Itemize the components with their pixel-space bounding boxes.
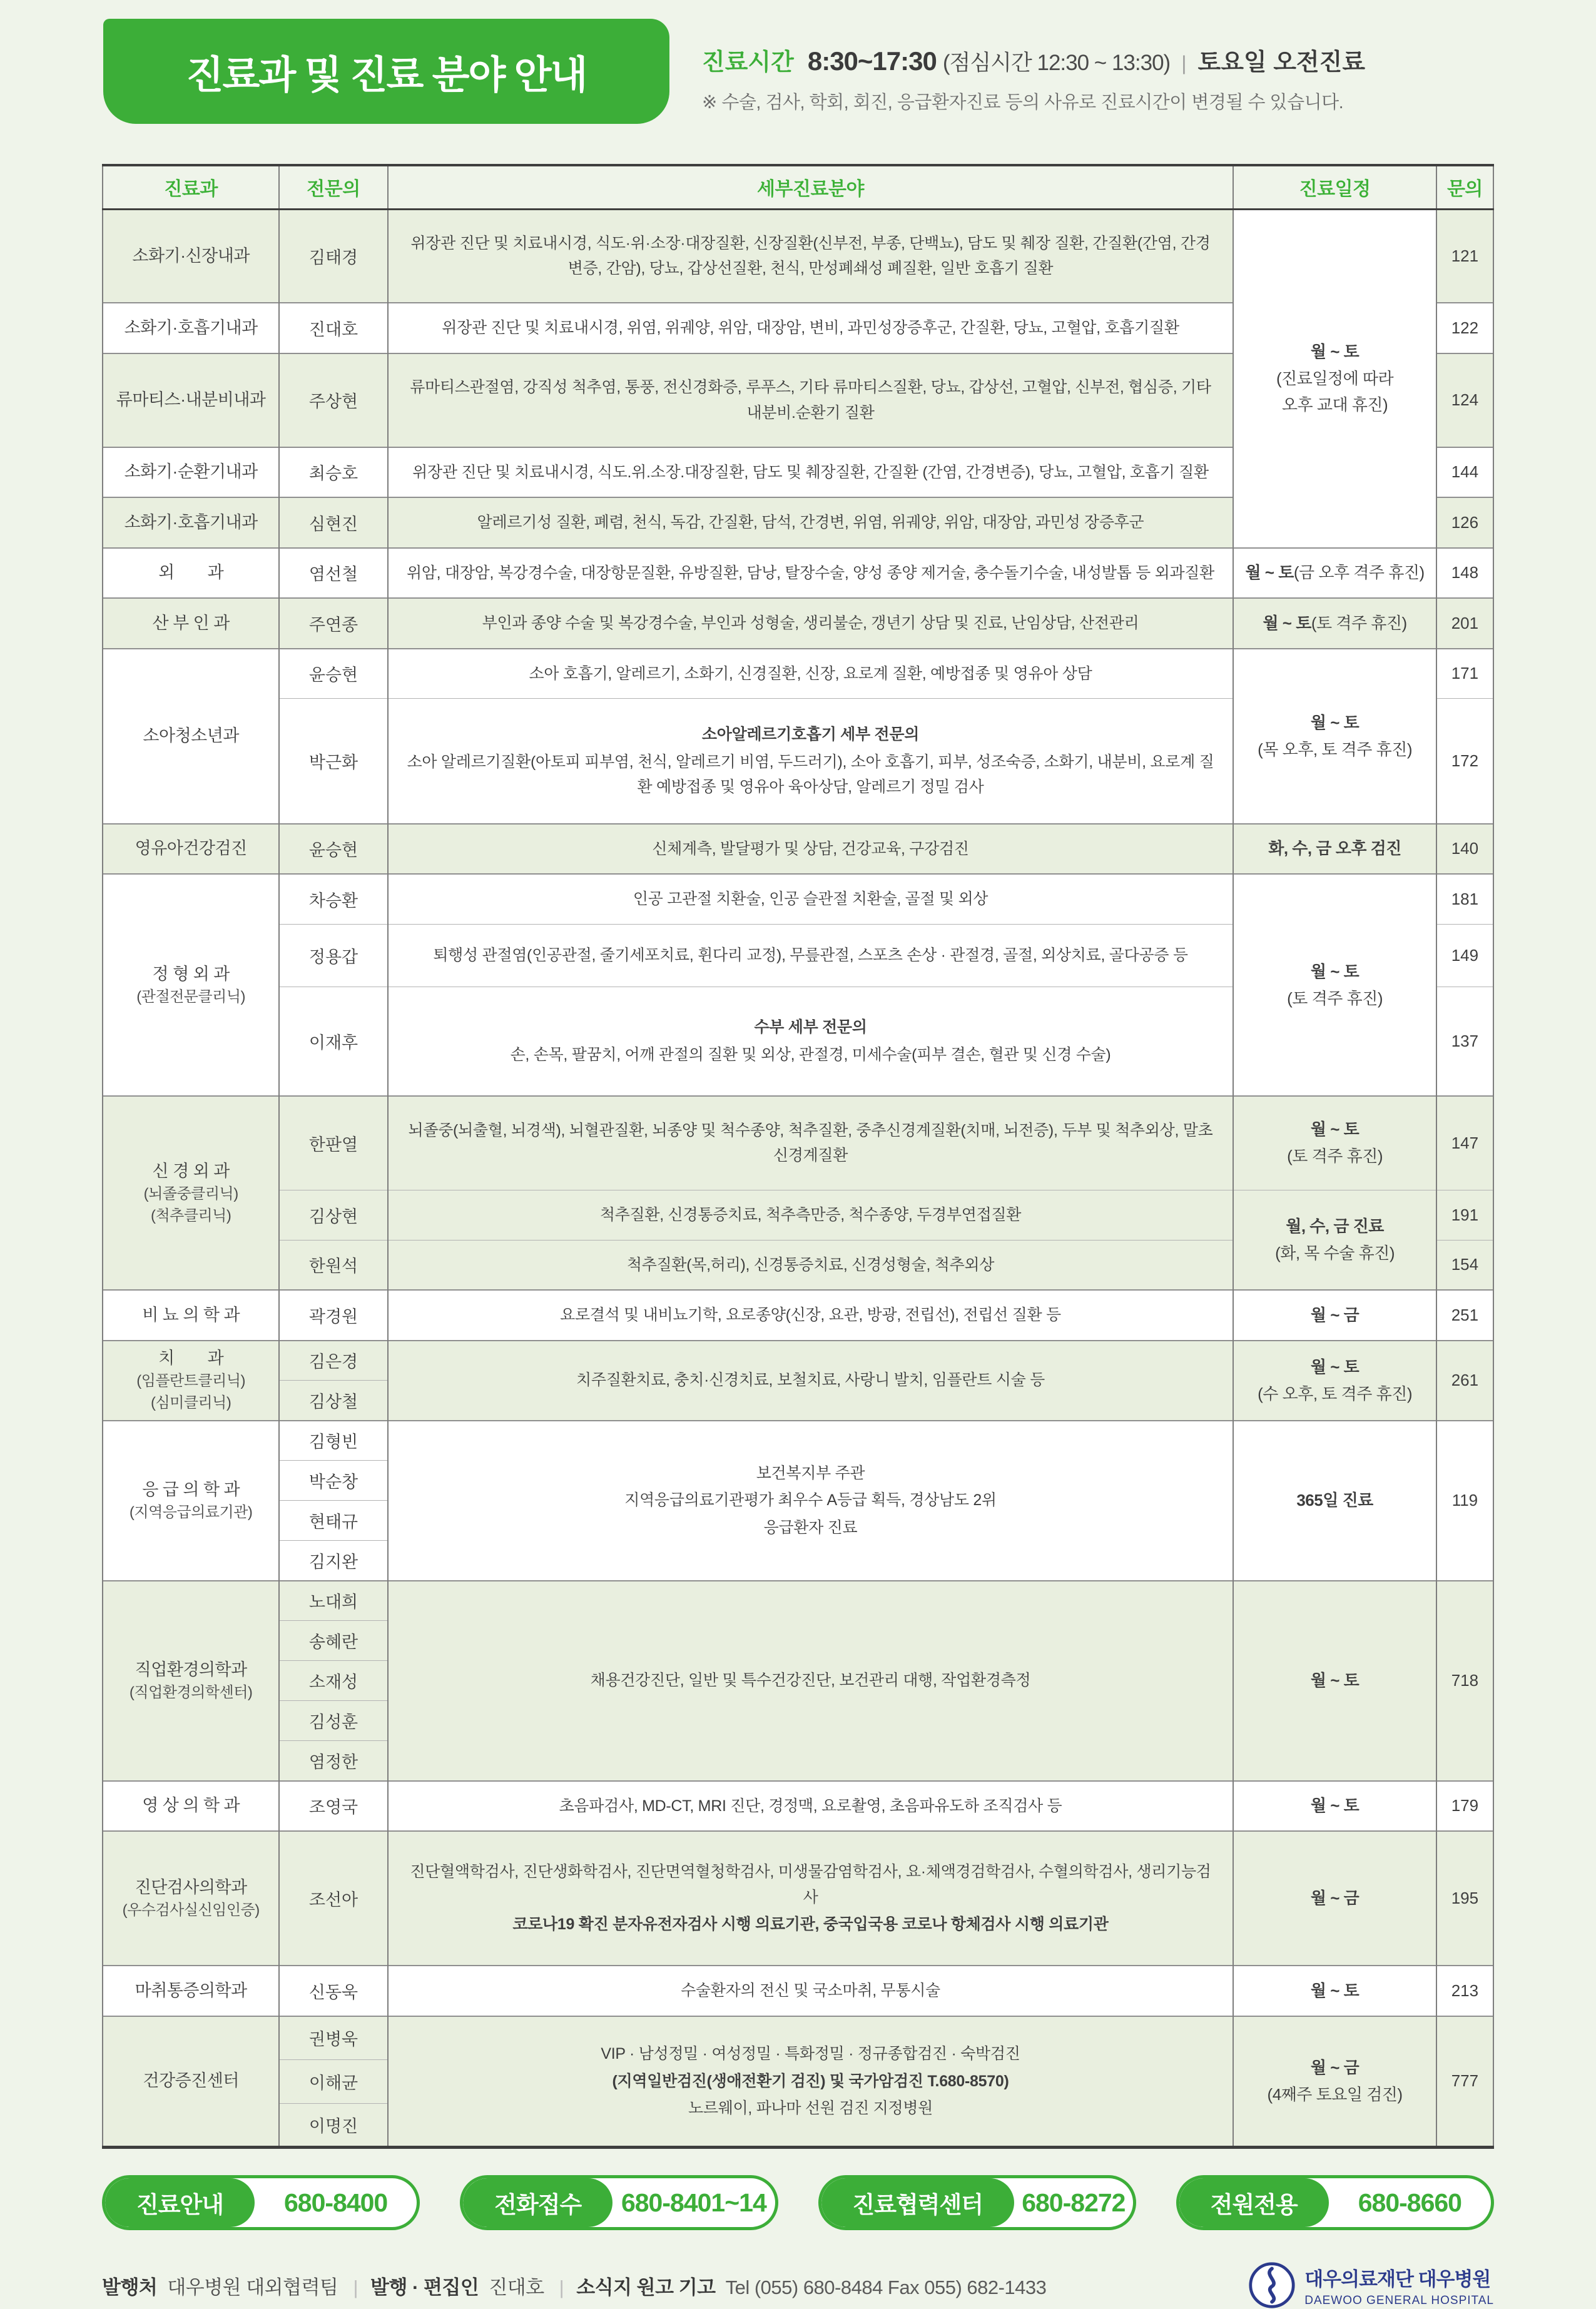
doctor-cell: 김상철 [279, 1381, 387, 1421]
saturday-note: 토요일 오전진료 [1197, 49, 1366, 76]
department-cell [103, 1831, 279, 1966]
schedule-line [1236, 835, 1433, 862]
specialty-cell [388, 874, 1234, 924]
department-table-wrap [102, 164, 1494, 2149]
schedule-cell [1233, 1421, 1436, 1581]
hospital-logo-text [1304, 2263, 1494, 2308]
specialty-cell [388, 497, 1234, 548]
department-cell [103, 1341, 279, 1421]
schedule-line [1236, 392, 1433, 419]
table-row [103, 1966, 1493, 2016]
hours-value: 8:30~17:30 [807, 46, 937, 76]
department-name: 응 급 의 학 과 [142, 1479, 240, 1499]
schedule-line [1236, 1213, 1433, 1240]
contact-extension-cell: 179 [1436, 1781, 1493, 1832]
footer-separator: | [353, 2276, 358, 2298]
col-header-doctor: 전문의 [279, 165, 387, 209]
schedule-text: 월 ~ 토 [1263, 613, 1311, 632]
specialty-line: 수부 세부 전문의 [754, 1018, 867, 1037]
department-clinic-label: (관절전문클리닉) [136, 988, 246, 1005]
schedule-line [1236, 1487, 1433, 1514]
department-clinic-label: (척추클리닉) [150, 1207, 231, 1224]
contact-extension-cell: 122 [1436, 303, 1493, 353]
specialty-line: 손, 손목, 팔꿈치, 어깨 관절의 질환 및 외상, 관절경, 미세수술(피부 결손, 혈관 및 신경 수술) [510, 1045, 1111, 1063]
doctor-cell: 윤승현 [279, 824, 387, 875]
department-cell [103, 1290, 279, 1341]
phone-pill-number: 680-8401~14 [621, 2188, 766, 2217]
contact-extension-cell: 154 [1436, 1240, 1493, 1290]
editor-label: 발행 · 편집인 [370, 2276, 479, 2298]
phone-pill-number: 680-8660 [1358, 2188, 1461, 2217]
specialty-line: 소아알레르기호흡기 세부 전문의 [701, 726, 920, 743]
schedule-cell [1233, 1581, 1436, 1781]
schedule-text: 365일 진료 [1296, 1491, 1373, 1510]
department-name: 신 경 외 과 [152, 1161, 230, 1180]
department-name: 진단검사의학과 [135, 1877, 247, 1897]
contact-extension-cell: 119 [1436, 1421, 1493, 1581]
department-cell [103, 209, 279, 303]
doctor-cell: 신동욱 [279, 1966, 387, 2016]
table-row [103, 548, 1493, 599]
phone-pill-number: 680-8272 [1022, 2188, 1126, 2217]
schedule-line [1236, 2054, 1433, 2081]
specialty-line: VIP · 남성정밀 · 여성정밀 · 특화정밀 · 정규종합검진 · 숙박검진 [601, 2045, 1020, 2063]
doctor-cell: 차승환 [279, 874, 387, 924]
col-header-department: 진료과 [103, 165, 279, 209]
department-cell [103, 548, 279, 599]
schedule-text: (진료일정에 따라 [1276, 368, 1394, 388]
doctor-cell: 조영국 [279, 1781, 387, 1832]
specialty-line: 진단혈액학검사, 진단생화학검사, 진단면역혈청학검사, 미생물감염학검사, 요·체액경검학검사, 수혈의학검사, 생리기능검사 [410, 1863, 1211, 1906]
contact-extension-cell: 149 [1436, 924, 1493, 987]
specialty-line: 위암, 대장암, 복강경수술, 대장항문질환, 유방질환, 담낭, 탈장수술, 양성 종양 제거술, 충수돌기수술, 내성발톱 등 외과질환 [406, 564, 1214, 582]
schedule-text: (목 오후, 토 격주 휴진) [1258, 739, 1412, 759]
contact-extension-cell: 777 [1436, 2016, 1493, 2148]
logo-english-name: DAEWOO GENERAL HOSPITAL [1304, 2293, 1494, 2307]
specialty-cell [388, 824, 1234, 875]
table-row [103, 1781, 1493, 1832]
schedule-line [1236, 559, 1433, 586]
specialty-line: 보건복지부 주관 [756, 1464, 865, 1482]
editor-value: 진대호 [489, 2276, 544, 2298]
department-cell [103, 598, 279, 649]
department-cell [103, 497, 279, 548]
schedule-text: 월 ~ 토 [1310, 713, 1360, 732]
specialty-line: 뇌졸중(뇌출혈, 뇌경색), 뇌혈관질환, 뇌종양 및 척수종양, 척추질환, 중추신경계질환(치매, 뇌전증), 두부 및 척추외상, 말초신경계질환 [408, 1121, 1213, 1165]
schedule-text: 월, 수, 금 진료 [1286, 1216, 1384, 1236]
specialty-line: 신체계측, 발달평가 및 상담, 건강교육, 구강검진 [652, 840, 969, 858]
publisher-value: 대우병원 대외협력팀 [167, 2276, 338, 2298]
contact-extension-cell: 140 [1436, 824, 1493, 875]
schedule-text: 월 ~ 토 [1310, 962, 1360, 981]
schedule-line [1236, 1977, 1433, 2004]
department-name: 소아청소년과 [143, 726, 239, 745]
contrib-tel: Tel (055) 680-8484 Fax 055) 682-1433 [725, 2276, 1047, 2298]
dept-table-body [103, 209, 1493, 2148]
department-name: 건강증진센터 [143, 2071, 239, 2091]
department-name: 영 상 의 학 과 [142, 1796, 240, 1815]
doctor-cell: 김지완 [279, 1541, 387, 1581]
doctor-cell: 이명진 [279, 2104, 387, 2148]
phone-pill-label: 전화접수 [463, 2178, 612, 2227]
specialty-line: 인공 고관절 치환술, 인공 슬관절 치환술, 골절 및 외상 [633, 890, 989, 908]
specialty-cell [388, 924, 1234, 987]
specialty-cell [388, 1421, 1234, 1581]
specialty-cell [388, 1290, 1234, 1341]
table-row [103, 1290, 1493, 1341]
schedule-line [1236, 985, 1433, 1012]
department-cell [103, 303, 279, 353]
schedule-text: (수 오후, 토 격주 휴진) [1258, 1384, 1412, 1403]
doctor-cell: 최승호 [279, 447, 387, 498]
page-footer [102, 2261, 1494, 2309]
specialty-line: 척추질환, 신경통증치료, 척추측만증, 척수종양, 두경부연접질환 [599, 1205, 1022, 1224]
table-row [103, 649, 1493, 699]
doctor-cell: 김상현 [279, 1190, 387, 1240]
contrib-label: 소식지 원고 기고 [576, 2276, 716, 2298]
schedule-line [1236, 2081, 1433, 2108]
specialty-line: 초음파검사, MD-CT, MRI 진단, 경정맥, 요로촬영, 초음파유도하 조직검사 등 [559, 1797, 1062, 1815]
doctor-cell: 박근화 [279, 699, 387, 824]
doctor-cell: 소재성 [279, 1661, 387, 1701]
specialty-cell [388, 1190, 1234, 1240]
department-cell [103, 1581, 279, 1781]
schedule-text: 월 ~ 금 [1310, 1305, 1360, 1324]
schedule-line [1236, 610, 1433, 637]
schedule-line [1236, 365, 1433, 392]
department-cell [103, 874, 279, 1096]
phone-buttons [102, 2175, 1494, 2230]
department-cell [103, 824, 279, 875]
schedule-cell [1233, 1290, 1436, 1341]
department-table [102, 164, 1494, 2149]
specialty-cell [388, 303, 1234, 353]
schedule-line [1236, 958, 1433, 985]
table-row [103, 1421, 1493, 1461]
doctor-cell: 김태경 [279, 209, 387, 303]
doctor-cell: 주상현 [279, 353, 387, 447]
specialty-line: 지역응급의료기관평가 최우수 A등급 획득, 경상남도 2위 [624, 1491, 997, 1510]
doctor-cell: 염정한 [279, 1741, 387, 1781]
hospital-logo [1248, 2261, 1494, 2309]
doctor-cell: 김형빈 [279, 1421, 387, 1461]
specialty-line: 퇴행성 관절염(인공관절, 줄기세포치료, 휜다리 교정), 무릎관절, 스포츠 손상 · 관절경, 골절, 외상치료, 골다공증 등 [433, 946, 1188, 964]
schedule-cell [1233, 1341, 1436, 1421]
specialty-line: 소아 알레르기질환(아토피 피부염, 천식, 알레르기 비염, 두드러기), 소아 호흡기, 피부, 성조숙증, 소화기, 내분비, 요로계 질환 예방접종 및 영유아 육아상담, 알레르기 정밀 검사 [407, 753, 1214, 796]
specialty-line: 위장관 진단 및 치료내시경, 식도·위·소장·대장질환, 신장질환(신부전, 부종, 단백뇨), 담도 및 췌장 질환, 간질환(간염, 간경변증, 간암), 당뇨, 갑상선질환, 천식, 만성폐쇄성 폐질환, 일반 호흡기 질환 [410, 234, 1211, 278]
hours-label: 진료시간 [702, 49, 794, 76]
department-name: 영유아건강검진 [135, 839, 247, 858]
schedule-line [1236, 338, 1433, 365]
department-name: 정 형 외 과 [152, 964, 230, 983]
schedule-line [1236, 736, 1433, 763]
department-cell [103, 1096, 279, 1290]
specialty-cell [388, 649, 1234, 699]
specialty-line: 위장관 진단 및 치료내시경, 위염, 위궤양, 위암, 대장암, 변비, 과민성장증후군, 간질환, 당뇨, 고혈압, 호흡기질환 [442, 319, 1179, 337]
schedule-line [1236, 1381, 1433, 1408]
schedule-cell [1233, 2016, 1436, 2148]
specialty-line: 부인과 종양 수술 및 복강경수술, 부인과 성형술, 생리불순, 갱년기 상담 및 진료, 난임상담, 산전관리 [482, 614, 1139, 632]
department-clinic-label: (심미클리닉) [150, 1394, 231, 1412]
specialty-cell [388, 699, 1234, 824]
footer-separator-2: | [559, 2276, 564, 2298]
department-name: 치 과 [158, 1349, 224, 1368]
doctor-cell: 윤승현 [279, 649, 387, 699]
specialty-cell [388, 987, 1234, 1096]
contact-extension-cell: 147 [1436, 1096, 1493, 1190]
contact-extension-cell: 172 [1436, 699, 1493, 824]
doctor-cell: 한원석 [279, 1240, 387, 1290]
schedule-cell [1233, 209, 1436, 548]
department-name: 소화기·신장내과 [132, 246, 250, 265]
specialty-line: 알레르기성 질환, 폐렴, 천식, 독감, 간질환, 담석, 간경변, 위염, 위궤양, 위암, 대장암, 과민성 장증후군 [477, 514, 1144, 531]
contact-extension-cell: 124 [1436, 353, 1493, 447]
schedule-line [1236, 1240, 1433, 1267]
department-name: 비 뇨 의 학 과 [142, 1305, 240, 1324]
schedule-text: 월 ~ 토 [1310, 342, 1360, 361]
specialty-line: 척추질환(목,허리), 신경통증치료, 신경성형술, 척추외상 [626, 1256, 995, 1274]
specialty-line: 응급환자 진료 [763, 1518, 858, 1536]
hospital-logo-icon [1248, 2261, 1296, 2309]
contact-extension-cell: 144 [1436, 447, 1493, 498]
specialty-cell [388, 1096, 1234, 1190]
schedule-text: 월 ~ 토 [1310, 1120, 1360, 1139]
schedule-text: 월 ~ 토 [1310, 1796, 1360, 1815]
doctor-cell: 김은경 [279, 1341, 387, 1381]
department-cell [103, 1966, 279, 2016]
col-header-specialty: 세부진료분야 [388, 165, 1234, 209]
department-name: 소화기·호흡기내과 [124, 318, 258, 337]
phone-pill [102, 2175, 420, 2230]
hours-separator: | [1181, 52, 1187, 74]
department-cell [103, 2016, 279, 2148]
schedule-line [1236, 1302, 1433, 1329]
schedule-text: (금 오후 격주 휴진) [1293, 563, 1425, 582]
hours-lunch: (점심시간 12:30 ~ 13:30) [942, 51, 1171, 75]
schedule-text: 오후 교대 휴진) [1281, 395, 1388, 415]
phone-pill [1176, 2175, 1494, 2230]
specialty-line: 요로결석 및 내비뇨기학, 요로종양(신장, 요관, 방광, 전립선), 전립선 질환 등 [560, 1306, 1061, 1324]
specialty-line: 채용건강진단, 일반 및 특수건강진단, 보건관리 대행, 작업환경측정 [590, 1672, 1031, 1690]
contact-extension-cell: 137 [1436, 987, 1493, 1096]
specialty-line: 코로나19 확진 분자유전자검사 시행 의료기관, 중국입국용 코로나 항체검사 시행 의료기관 [512, 1916, 1109, 1934]
schedule-text: 월 ~ 토 [1310, 1981, 1360, 2000]
doctor-cell: 박순창 [279, 1461, 387, 1501]
contact-extension-cell: 181 [1436, 874, 1493, 924]
department-clinic-label: (직업환경의학센터) [129, 1683, 253, 1701]
department-name: 류마티스·내분비내과 [116, 390, 266, 409]
table-header-row [103, 165, 1493, 209]
schedule-text: (4째주 토요일 검진) [1267, 2084, 1403, 2104]
department-name: 외 과 [158, 563, 224, 582]
department-clinic-label: (뇌졸중클리닉) [143, 1185, 238, 1202]
schedule-line [1236, 1143, 1433, 1170]
department-cell [103, 447, 279, 498]
page-title: 진료과 및 진료 분야 안내 [186, 53, 587, 97]
schedule-cell [1233, 598, 1436, 649]
contact-extension-cell: 191 [1436, 1190, 1493, 1240]
doctor-cell: 조선아 [279, 1831, 387, 1966]
schedule-text: 화, 수, 금 오후 검진 [1268, 839, 1401, 858]
schedule-cell [1233, 1190, 1436, 1290]
schedule-line [1236, 1792, 1433, 1819]
col-header-contact: 문의 [1436, 165, 1493, 209]
phone-pill-label: 진료협력센터 [821, 2178, 1014, 2227]
table-row [103, 1581, 1493, 1621]
schedule-text: 월 ~ 금 [1310, 2058, 1360, 2077]
specialty-cell [388, 1240, 1234, 1290]
table-row [103, 874, 1493, 924]
department-name: 소화기·순환기내과 [124, 462, 258, 482]
contact-extension-cell: 213 [1436, 1966, 1493, 2016]
specialty-cell [388, 353, 1234, 447]
specialty-cell [388, 2016, 1234, 2148]
schedule-cell [1233, 1966, 1436, 2016]
table-row [103, 824, 1493, 875]
specialty-cell [388, 598, 1234, 649]
specialty-cell [388, 1831, 1234, 1966]
specialty-line: 류마티스관절염, 강직성 척추염, 통풍, 전신경화증, 루푸스, 기타 류마티스질환, 당뇨, 갑상선, 고혈압, 신부전, 협심증, 기타 내분비.순환기 질환 [410, 378, 1211, 422]
specialty-cell [388, 1966, 1234, 2016]
department-cell [103, 353, 279, 447]
contact-extension-cell: 251 [1436, 1290, 1493, 1341]
schedule-line [1236, 1667, 1433, 1694]
schedule-text: 월 ~ 금 [1310, 1889, 1360, 1908]
schedule-cell [1233, 1096, 1436, 1190]
schedule-text: (토 격주 휴진) [1311, 613, 1407, 632]
table-row [103, 1831, 1493, 1966]
table-row [103, 2016, 1493, 2060]
table-row [103, 1341, 1493, 1381]
specialty-line: 치주질환치료, 충치·신경치료, 보철치료, 사랑니 발치, 임플란트 시술 등 [576, 1371, 1045, 1389]
doctor-cell: 현태규 [279, 1501, 387, 1541]
specialty-cell [388, 447, 1234, 498]
doctor-cell: 심현진 [279, 497, 387, 548]
department-name: 소화기·호흡기내과 [124, 512, 258, 532]
specialty-line: 소아 호흡기, 알레르기, 소화기, 신경질환, 신장, 요로계 질환, 예방접종 및 영유아 상담 [529, 664, 1092, 683]
doctor-cell: 김성훈 [279, 1701, 387, 1741]
contact-extension-cell: 148 [1436, 548, 1493, 599]
hours-block [702, 43, 1365, 114]
contact-extension-cell: 126 [1436, 497, 1493, 548]
schedule-cell [1233, 649, 1436, 824]
table-row [103, 209, 1493, 303]
schedule-text: 월 ~ 토 [1245, 563, 1294, 582]
schedule-text: (화, 목 수술 휴진) [1275, 1243, 1395, 1262]
footer-credits [102, 2271, 1046, 2300]
department-cell [103, 1421, 279, 1581]
publisher-label: 발행처 [102, 2276, 158, 2298]
phone-pill-label: 전원전용 [1179, 2178, 1329, 2227]
schedule-line [1236, 709, 1433, 736]
specialty-cell [388, 548, 1234, 599]
schedule-cell [1233, 1781, 1436, 1832]
doctor-cell: 권병욱 [279, 2016, 387, 2060]
schedule-line [1236, 1354, 1433, 1381]
doctor-cell: 진대호 [279, 303, 387, 353]
department-clinic-label: (임플란트클리닉) [136, 1373, 246, 1390]
doctor-cell: 염선철 [279, 548, 387, 599]
hours-line [702, 43, 1365, 77]
department-clinic-label: (지역응급의료기관) [129, 1503, 253, 1521]
specialty-line: (지역일반검진(생애전환기 검진) 및 국가암검진 T.680-8570) [612, 2072, 1009, 2090]
doctor-cell: 이해균 [279, 2060, 387, 2104]
page-header [0, 0, 1596, 131]
schedule-text: 월 ~ 토 [1310, 1357, 1360, 1376]
department-cell [103, 1781, 279, 1832]
doctor-cell: 이재후 [279, 987, 387, 1096]
contact-extension-cell: 718 [1436, 1581, 1493, 1781]
table-row [103, 1096, 1493, 1190]
department-name: 마취통증의학과 [135, 1981, 247, 2000]
schedule-text: (토 격주 휴진) [1287, 1147, 1383, 1166]
phone-pill-label: 진료안내 [105, 2178, 255, 2227]
logo-korean-name: 대우의료재단 대우병원 [1304, 2268, 1491, 2290]
col-header-schedule: 진료일정 [1233, 165, 1436, 209]
title-box [103, 19, 669, 124]
table-row [103, 598, 1493, 649]
phone-pill [818, 2175, 1136, 2230]
doctor-cell: 곽경원 [279, 1290, 387, 1341]
contact-extension-cell: 201 [1436, 598, 1493, 649]
hours-notice: ※ 수술, 검사, 학회, 회진, 응급환자진료 등의 사유로 진료시간이 변경될 수 있습니다. [702, 93, 1344, 113]
phone-pill-number: 680-8400 [283, 2188, 388, 2217]
doctor-cell: 노대희 [279, 1581, 387, 1621]
table-row [103, 1190, 1493, 1240]
phone-pill [460, 2175, 778, 2230]
contact-extension-cell: 195 [1436, 1831, 1493, 1966]
specialty-cell [388, 209, 1234, 303]
specialty-cell [388, 1781, 1234, 1832]
specialty-cell [388, 1341, 1234, 1421]
department-name: 직업환경의학과 [135, 1660, 247, 1679]
contact-extension-cell: 261 [1436, 1341, 1493, 1421]
department-name: 산 부 인 과 [152, 613, 230, 632]
specialty-cell [388, 1581, 1234, 1781]
contact-extension-cell: 171 [1436, 649, 1493, 699]
schedule-text: 월 ~ 토 [1310, 1671, 1360, 1690]
contact-extension-cell: 121 [1436, 209, 1493, 303]
schedule-cell [1233, 548, 1436, 599]
specialty-line: 위장관 진단 및 치료내시경, 식도.위.소장.대장질환, 담도 및 췌장질환, 간질환 (간염, 간경변증), 당뇨, 고혈압, 호흡기 질환 [412, 463, 1209, 481]
schedule-text: (토 격주 휴진) [1287, 988, 1383, 1008]
specialty-line: 노르웨이, 파나마 선원 검진 지정병원 [688, 2099, 933, 2117]
doctor-cell: 송혜란 [279, 1621, 387, 1661]
schedule-line [1236, 1116, 1433, 1143]
schedule-line [1236, 1885, 1433, 1912]
doctor-cell: 한판열 [279, 1096, 387, 1190]
schedule-cell [1233, 824, 1436, 875]
doctor-cell: 주연종 [279, 598, 387, 649]
department-clinic-label: (우수검사실신임인증) [122, 1901, 260, 1919]
schedule-cell [1233, 874, 1436, 1096]
schedule-cell [1233, 1831, 1436, 1966]
doctor-cell: 정용갑 [279, 924, 387, 987]
department-cell [103, 649, 279, 824]
specialty-line: 수술환자의 전신 및 국소마취, 무통시술 [681, 1982, 940, 1999]
